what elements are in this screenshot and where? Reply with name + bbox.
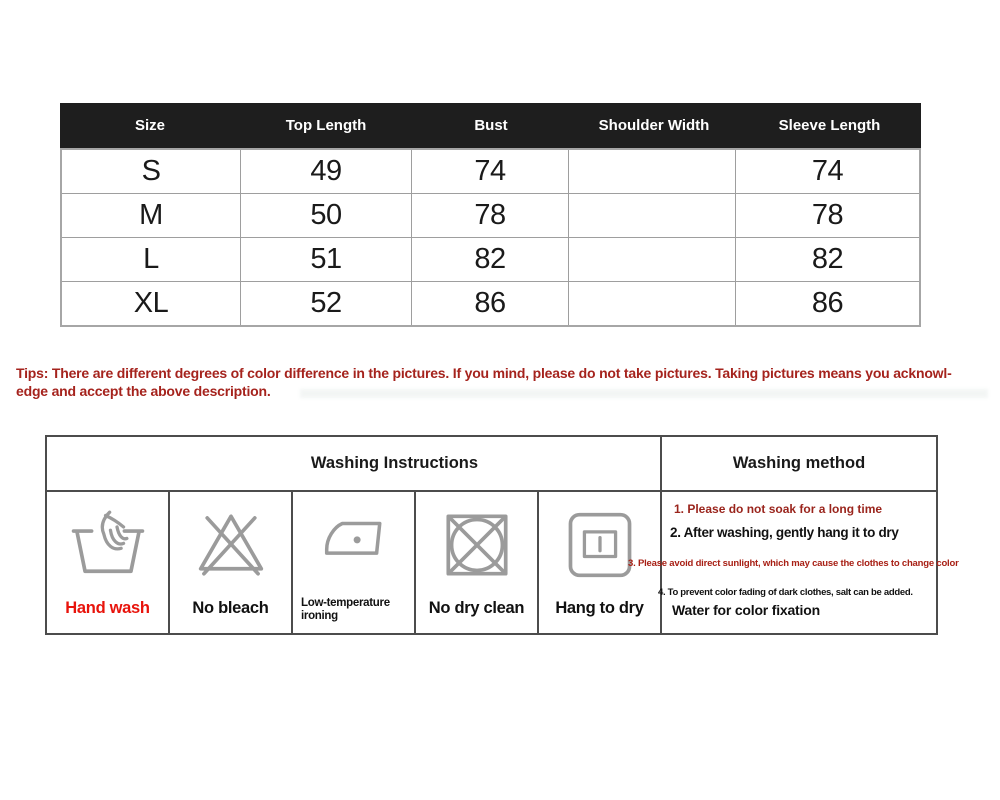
washing-method-item-2: 2. After washing, gently hang it to dry — [670, 525, 899, 540]
size-cell: S — [62, 150, 241, 194]
shoulder-width-column-header: Shoulder Width — [598, 117, 710, 134]
size-table-header — [60, 103, 921, 148]
shoulder-width-cell — [569, 282, 736, 325]
sleeve-length-cell: 78 — [736, 194, 919, 238]
hand-wash-cell — [47, 492, 170, 633]
washing-method-item-5: Water for color fixation — [672, 602, 820, 618]
washing-method-item-4: 4. To prevent color fading of dark clothes, salt can be added. — [658, 587, 913, 598]
washing-table-header — [47, 437, 936, 492]
shoulder-width-cell — [569, 150, 736, 194]
sleeve-length-cell: 86 — [811, 287, 844, 319]
bust-cell: 86 — [412, 282, 569, 325]
top-length-column-header: Top Length — [285, 117, 367, 134]
bust-cell: 74 — [412, 150, 569, 194]
bust-cell: 82 — [412, 238, 569, 282]
no-dry-clean-cell — [416, 492, 539, 633]
tips-line-1: Tips: There are different degrees of color difference in the pictures. If you mind, please do not take pictures. Taking pictures means you acknowl- — [16, 365, 952, 381]
tips-line-2: edge and accept the above description. — [16, 383, 271, 399]
hang-to-dry-label: Hang to dry — [555, 599, 644, 617]
hand-wash-label: Hand wash — [65, 599, 150, 617]
sleeve-length-column-header: Sleeve Length — [778, 117, 881, 134]
washing-method-item-3: 3. Please avoid direct sunlight, which may cause the clothes to change color — [628, 558, 959, 569]
washing-table-body — [47, 492, 959, 633]
top-length-cell: 49 — [241, 150, 412, 194]
sleeve-length-cell: 82 — [736, 238, 919, 282]
no-dry-clean-label: No dry clean — [428, 599, 525, 617]
top-length-cell: 51 — [241, 238, 412, 282]
bust-cell: 78 — [412, 194, 569, 238]
washing-table — [45, 435, 959, 635]
shoulder-width-cell — [569, 194, 736, 238]
no-bleach-cell — [170, 492, 293, 633]
washing-method-title: Washing method — [732, 454, 866, 472]
low-temperature-ironing-label: Low-temperature ironing — [301, 597, 390, 623]
washing-method-list — [628, 492, 959, 633]
shoulder-width-cell — [569, 238, 736, 282]
washing-instructions-title: Washing Instructions — [47, 437, 662, 490]
low-temperature-ironing-cell — [293, 492, 416, 633]
size-column-header: Size — [134, 117, 165, 134]
top-length-cell: 52 — [241, 282, 412, 325]
no-bleach-icon — [188, 504, 274, 591]
size-table-body — [60, 148, 921, 327]
top-length-cell: 50 — [241, 194, 412, 238]
hand-wash-icon — [65, 504, 151, 591]
erased-text-artifact — [300, 389, 988, 398]
no-bleach-label: No bleach — [192, 599, 269, 617]
size-cell: M — [62, 194, 241, 238]
low-temperature-ironing-icon — [311, 504, 397, 587]
size-cell: L — [62, 238, 241, 282]
size-cell: XL — [62, 282, 241, 325]
washing-method-item-1: 1. Please do not soak for a long time — [674, 502, 883, 516]
no-dry-clean-icon — [434, 504, 520, 591]
bust-column-header: Bust — [474, 117, 508, 134]
sleeve-length-cell: 74 — [736, 150, 919, 194]
hang-to-dry-icon — [557, 504, 643, 591]
